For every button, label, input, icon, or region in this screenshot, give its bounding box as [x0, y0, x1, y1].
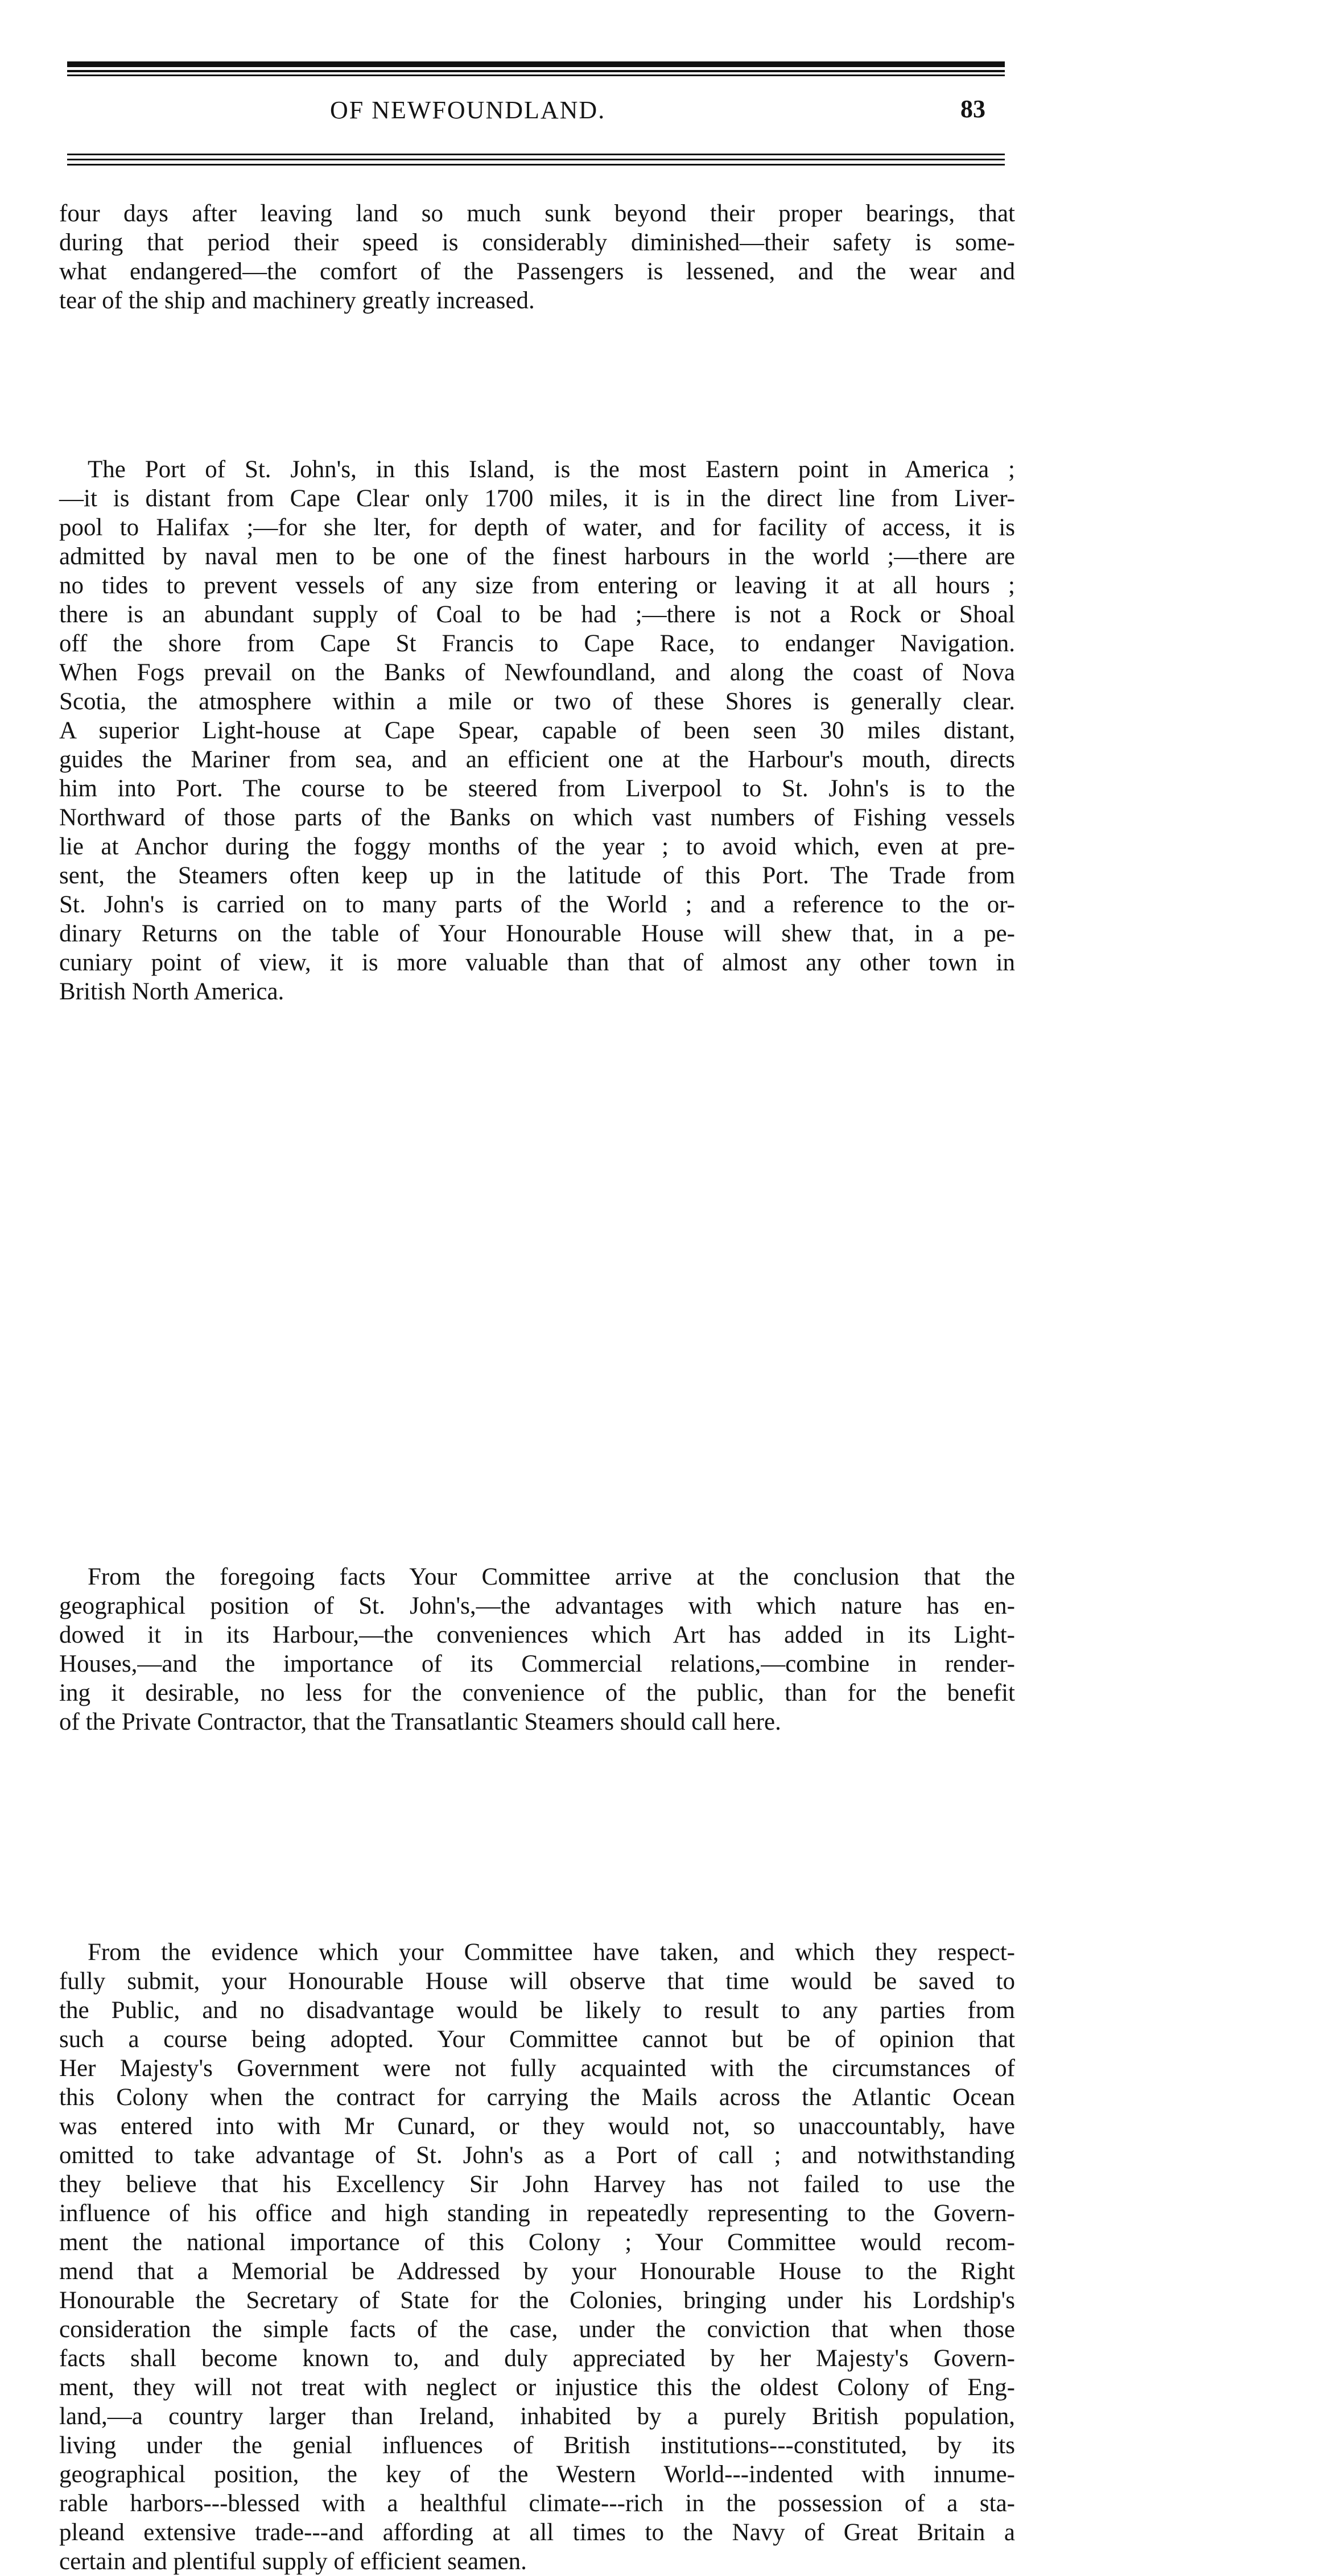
text-line: lie at Anchor during the foggy months of the year ; to avoid which, even at pre- [59, 833, 1015, 860]
text-line: such a course being adopted. Your Committee cannot but be of opinion that [59, 2026, 1015, 2053]
header-rule-thick [67, 61, 1005, 67]
header-rule-thin [67, 75, 1005, 76]
text-line: four days after leaving land so much sunk beyond their proper bearings, that [59, 200, 1015, 227]
text-line: guides the Mariner from sea, and an efficient one at the Harbour's mouth, directs [59, 746, 1015, 773]
text-line: Scotia, the atmosphere within a mile or two of these Shores is generally clear. [59, 688, 1015, 715]
text-line: admitted by naval men to be one of the finest harbours in the world ;—there are [59, 543, 1015, 570]
page-number: 83 [960, 95, 985, 123]
text-line: what endangered—the comfort of the Passengers is lessened, and the wear and [59, 258, 1015, 285]
header-rule-lower-1 [67, 154, 1005, 155]
text-line: him into Port. The course to be steered from Liverpool to St. John's is to the [59, 775, 1015, 802]
text-line: From the foregoing facts Your Committee arrive at the conclusion that the [88, 1564, 1015, 1590]
text-line: pleand extensive trade---and affording at all times to the Navy of Great Britain a [59, 2519, 1015, 2546]
text-line: geographical position of St. John's,—the advantages with which nature has en- [59, 1593, 1015, 1619]
text-line: this Colony when the contract for carrying the Mails across the Atlantic Ocean [59, 2084, 1015, 2111]
text-line: ment the national importance of this Colony ; Your Committee would recom- [59, 2229, 1015, 2256]
paragraph-3 [59, 1562, 1015, 1736]
text-line: ment, they will not treat with neglect or injustice this the oldest Colony of Eng- [59, 2374, 1015, 2401]
paragraph-1 [59, 199, 1015, 315]
text-line: sent, the Steamers often keep up in the latitude of this Port. The Trade from [59, 862, 1015, 889]
text-line: living under the genial influences of British institutions---constituted, by its [59, 2432, 1015, 2459]
text-line: facts shall become known to, and duly appreciated by her Majesty's Govern- [59, 2345, 1015, 2372]
text-line: there is an abundant supply of Coal to be had ;—there is not a Rock or Shoal [59, 601, 1015, 628]
text-line: was entered into with Mr Cunard, or they would not, so unaccountably, have [59, 2113, 1015, 2140]
header-rule-lower-3 [67, 164, 1005, 166]
text-line: —it is distant from Cape Clear only 1700 miles, it is in the direct line from Liver- [59, 485, 1015, 512]
text-line: Houses,—and the importance of its Commercial relations,—combine in render- [59, 1651, 1015, 1677]
text-line: cuniary point of view, it is more valuable than that of almost any other town in [59, 949, 1015, 976]
text-line: geographical position, the key of the Western World---indented with innume- [59, 2461, 1015, 2488]
text-line: they believe that his Excellency Sir John Harvey has not failed to use the [59, 2171, 1015, 2198]
text-line: Her Majesty's Government were not fully acquainted with the circumstances of [59, 2055, 1015, 2082]
text-line: tear of the ship and machinery greatly increased. [59, 287, 535, 314]
text-line: dowed it in its Harbour,—the conveniences which Art has added in its Light- [59, 1622, 1015, 1648]
text-line: From the evidence which your Committee have taken, and which they respect- [88, 1939, 1015, 1966]
paragraph-4 [59, 1938, 1015, 2576]
text-line: rable harbors---blessed with a healthful climate---rich in the possession of a sta- [59, 2490, 1015, 2517]
text-line: Northward of those parts of the Banks on which vast numbers of Fishing vessels [59, 804, 1015, 831]
text-line: no tides to prevent vessels of any size from entering or leaving it at all hours ; [59, 572, 1015, 599]
text-line: off the shore from Cape St Francis to Cape Race, to endanger Navigation. [59, 630, 1015, 657]
paragraph-2 [59, 455, 1015, 1006]
header-rule-mid [67, 70, 1005, 72]
running-head: OF NEWFOUNDLAND. [330, 96, 606, 124]
text-line: The Port of St. John's, in this Island, is the most Eastern point in America ; [88, 456, 1015, 483]
text-line: A superior Light-house at Cape Spear, capable of been seen 30 miles distant, [59, 717, 1015, 744]
text-line: pool to Halifax ;—for she lter, for depth of water, and for facility of access, it is [59, 514, 1015, 541]
header-rule-lower-2 [67, 159, 1005, 160]
text-line: the Public, and no disadvantage would be likely to result to any parties from [59, 1997, 1015, 2024]
text-line: ing it desirable, no less for the convenience of the public, than for the benefit [59, 1680, 1015, 1706]
text-line: during that period their speed is considerably diminished—their safety is some- [59, 229, 1015, 256]
text-line: Honourable the Secretary of State for the Colonies, bringing under his Lordship's [59, 2287, 1015, 2314]
text-line: When Fogs prevail on the Banks of Newfoundland, and along the coast of Nova [59, 659, 1015, 686]
text-line: influence of his office and high standing in repeatedly representing to the Govern- [59, 2200, 1015, 2227]
text-line: certain and plentiful supply of efficient seamen. [59, 2548, 527, 2575]
text-line: of the Private Contractor, that the Transatlantic Steamers should call here. [59, 1709, 781, 1735]
text-line: dinary Returns on the table of Your Honourable House will shew that, in a pe- [59, 920, 1015, 947]
text-line: British North America. [59, 978, 284, 1005]
text-line: land,—a country larger than Ireland, inhabited by a purely British population, [59, 2403, 1015, 2430]
text-line: omitted to take advantage of St. John's as a Port of call ; and notwithstanding [59, 2142, 1015, 2169]
text-line: St. John's is carried on to many parts of the World ; and a reference to the or- [59, 891, 1015, 918]
text-line: consideration the simple facts of the case, under the conviction that when those [59, 2316, 1015, 2343]
text-line: mend that a Memorial be Addressed by your Honourable House to the Right [59, 2258, 1015, 2285]
text-line: fully submit, your Honourable House will observe that time would be saved to [59, 1968, 1015, 1995]
